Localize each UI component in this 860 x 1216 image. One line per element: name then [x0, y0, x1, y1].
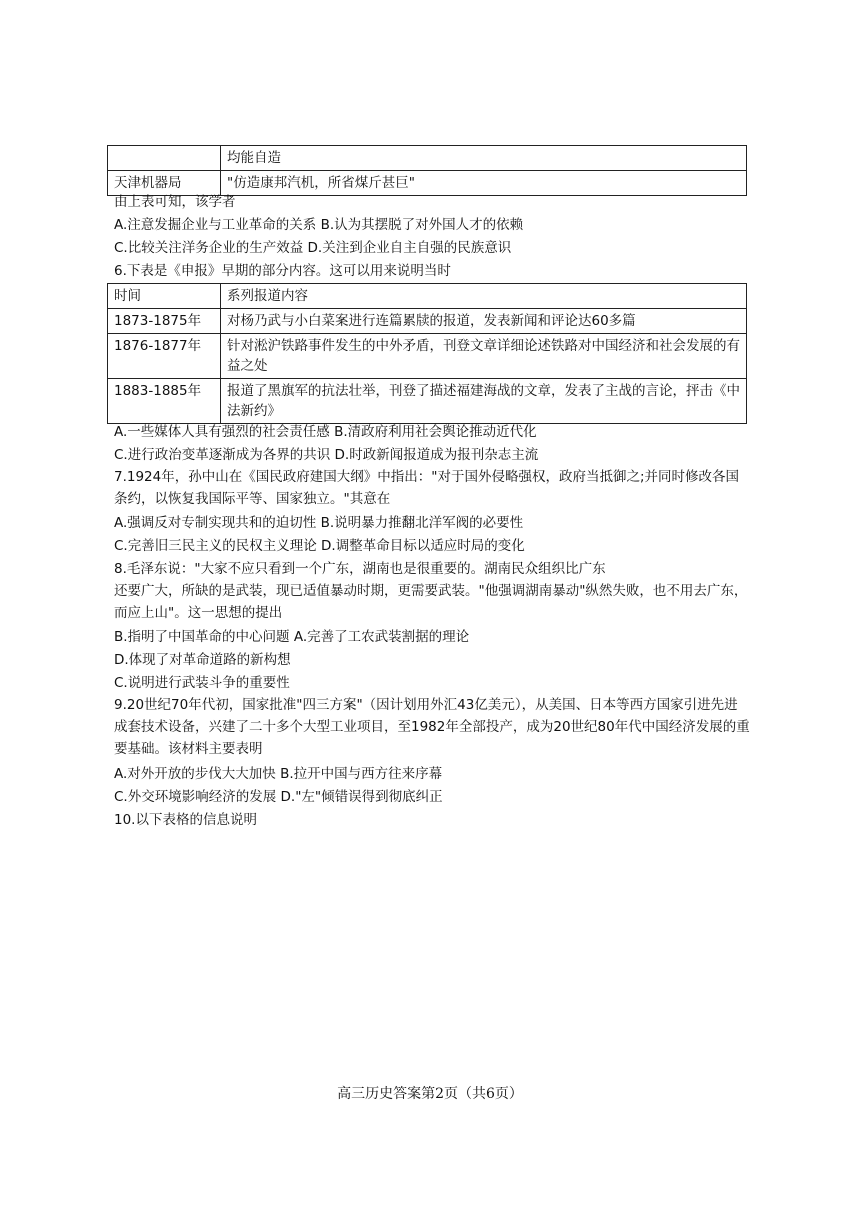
- q8-stem-line2: 还要广大，所缺的是武装，现已适值暴动时期，更需要武装。"他强调湖南暴动"纵然失败，也不用去广东，而应上山"。这一思想的提出: [114, 583, 748, 621]
- q10-stem: 10.以下表格的信息说明: [114, 812, 257, 828]
- q7-options-cd: C.完善旧三民主义的民权主义理论 D.调整革命目标以适应时局的变化: [114, 538, 525, 554]
- column-header: 时间: [108, 284, 221, 309]
- table-cell: 均能自造: [221, 146, 747, 171]
- q9-options-ab: A.对外开放的步伐大大加快 B.拉开中国与西方往来序幕: [114, 766, 443, 782]
- q9-stem: 9.20世纪70年代初，国家批准"四三方案"（因计划用外汇43亿美元），从美国、日本等西方国家引进先进成套技术设备，兴建了二十多个大型工业项目，至1982年全部投产，成为20世纪80年代中国经济发展的重要基础。该材料主要表明: [114, 697, 750, 757]
- table-cell: [108, 146, 221, 171]
- table-cell: 报道了黑旗军的抗法壮举，刊登了描述福建海战的文章，发表了主战的言论，抨击《中法新约》: [221, 379, 747, 424]
- table-row: [108, 309, 747, 334]
- q6-stem: 6.下表是《申报》早期的部分内容。这可以用来说明当时: [114, 263, 451, 279]
- q5-options-ab: A.注意发掘企业与工业革命的关系 B.认为其摆脱了对外国人才的依赖: [114, 217, 524, 233]
- q5-options-cd: C.比较关注洋务企业的生产效益 D.关注到企业自主自强的民族意识: [114, 240, 512, 256]
- q6-table: [107, 283, 747, 424]
- table-row: [108, 146, 747, 171]
- q6-options-ab: A.一些媒体人具有强烈的社会责任感 B.清政府利用社会舆论推动近代化: [114, 424, 537, 440]
- q7-stem: 7.1924年，孙中山在《国民政府建国大纲》中指出："对于国外侵略强权，政府当抵御之;并同时修改各国条约，以恢复我国际平等、国家独立。"其意在: [114, 469, 739, 507]
- q7-options-ab: A.强调反对专制实现共和的迫切性 B.说明暴力推翻北洋军阀的必要性: [114, 515, 524, 531]
- table-row: [108, 379, 747, 424]
- table-cell: 1876-1877年: [108, 334, 221, 379]
- table-cell: 针对淞沪铁路事件发生的中外矛盾，刊登文章详细论述铁路对中国经济和社会发展的有益之处: [221, 334, 747, 379]
- q9-options-cd: C.外交环境影响经济的发展 D."左"倾错误得到彻底纠正: [114, 789, 443, 805]
- table-cell: "仿造康邦汽机，所省煤斤甚巨": [221, 171, 747, 196]
- q8-option-line2: D.体现了对革命道路的新构想: [114, 652, 291, 668]
- q8-option-line3: C.说明进行武装斗争的重要性: [114, 675, 290, 691]
- q6-options-cd: C.进行政治变革逐渐成为各界的共识 D.时政新闻报道成为报刊杂志主流: [114, 447, 539, 463]
- table-cell: 对杨乃武与小白菜案进行连篇累牍的报道，发表新闻和评论达60多篇: [221, 309, 747, 334]
- page-footer: 高三历史答案第2页（共6页）: [337, 1086, 523, 1102]
- table-cell: 1873-1875年: [108, 309, 221, 334]
- top-table: [107, 145, 747, 196]
- table-cell: 1883-1885年: [108, 379, 221, 424]
- q8-stem-line1: 8.毛泽东说："大家不应只看到一个广东，湖南也是很重要的。湖南民众组织比广东: [114, 561, 606, 577]
- column-header: 系列报道内容: [221, 284, 747, 309]
- table-header-row: [108, 284, 747, 309]
- q5-stem: 由上表可知，该学者: [114, 194, 236, 210]
- table-cell: 天津机器局: [108, 171, 221, 196]
- table-row: [108, 334, 747, 379]
- q8-option-line1: B.指明了中国革命的中心问题 A.完善了工农武装割据的理论: [114, 629, 470, 645]
